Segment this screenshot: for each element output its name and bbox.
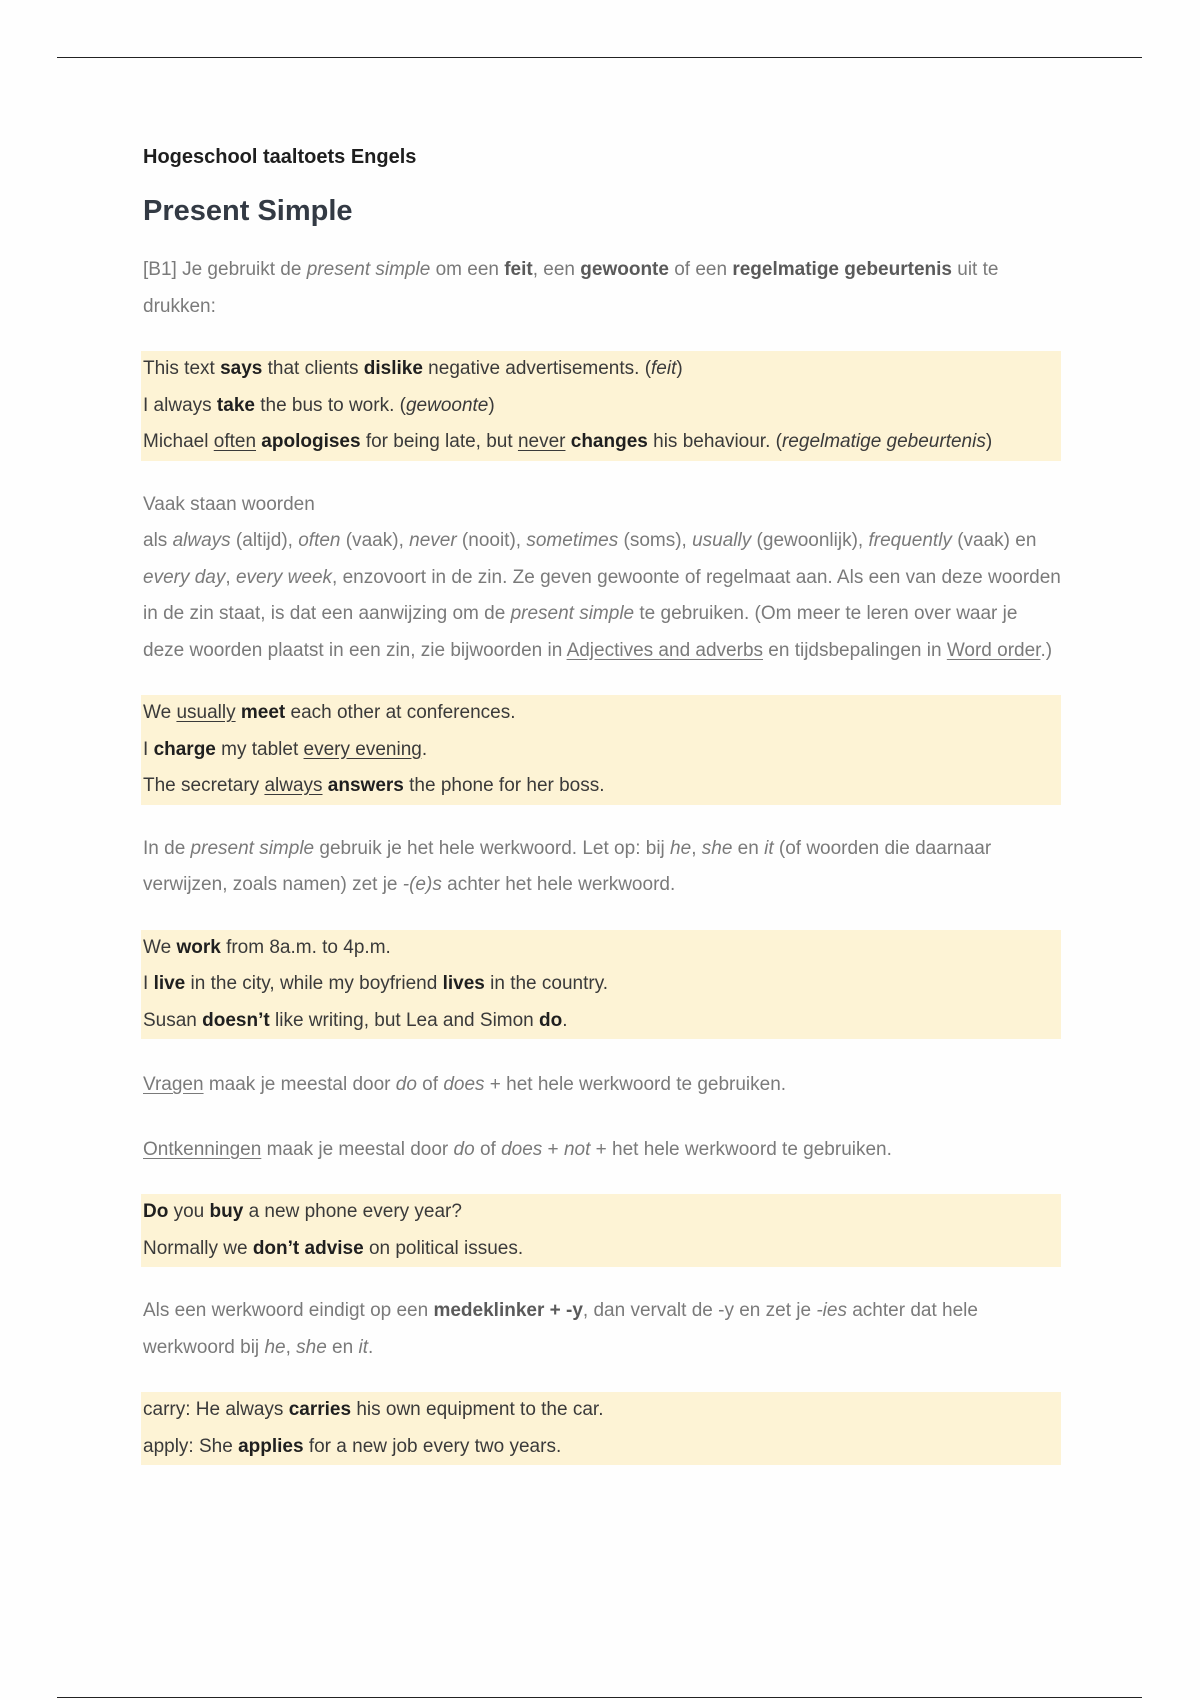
text: charge — [153, 738, 216, 760]
text: frequently — [868, 530, 952, 551]
text: om een — [430, 259, 505, 280]
text: carries — [288, 1399, 352, 1420]
text: do — [395, 1074, 417, 1095]
text: maak je meestal door — [261, 1138, 454, 1160]
text: often — [298, 530, 341, 551]
text: says — [220, 358, 263, 379]
adjectives-adverbs-link[interactable]: Adjectives and adverbs — [566, 639, 764, 661]
text: negative advertisements. ( — [422, 358, 652, 379]
text: the phone for her boss. — [403, 775, 605, 796]
text: she — [296, 1336, 327, 1358]
example-box-5 — [141, 1392, 1061, 1465]
text: buy — [209, 1201, 244, 1222]
text: . — [562, 1009, 568, 1031]
text: don’t advise — [252, 1237, 364, 1259]
text: . — [367, 1336, 374, 1358]
example-line — [141, 424, 1061, 461]
example-line — [141, 695, 1061, 732]
example-line — [141, 351, 1061, 388]
text: lives — [442, 973, 485, 994]
text: feit — [651, 358, 677, 379]
example-box-1 — [141, 351, 1061, 461]
text: We — [143, 936, 177, 958]
intro-paragraph — [143, 252, 1061, 325]
text: every week — [235, 566, 333, 588]
text: Susan — [143, 1009, 203, 1031]
text: ) — [676, 358, 683, 379]
text: of een — [668, 259, 733, 280]
text: te gebruiken. (Om meer te leren over waar je deze woorden plaatst in een zin, zie bijwoorden in — [143, 603, 1018, 661]
text: work — [176, 936, 221, 958]
text: gebruik je het hele werkwoord. Let op: bij — [314, 837, 671, 859]
text: his behaviour. ( — [647, 431, 782, 452]
text: , — [225, 566, 236, 588]
text: not — [563, 1138, 591, 1160]
adverbs-heading-line: Vaak staan woorden — [143, 493, 315, 515]
text: Je gebruikt de — [176, 259, 307, 280]
text: -(e)s — [402, 874, 442, 895]
text: ) — [985, 431, 993, 452]
text: medeklinker + -y — [433, 1300, 583, 1321]
text: in the city, while my boyfriend — [185, 973, 443, 994]
text: In de — [143, 837, 191, 859]
text: achter het hele werkwoord. — [441, 874, 676, 895]
text: do — [453, 1138, 475, 1160]
text: every day — [143, 566, 226, 588]
text: . — [421, 738, 428, 760]
text: , — [285, 1336, 297, 1358]
text: en tijdsbepalingen in — [763, 639, 947, 661]
text: regelmatige gebeurtenis — [781, 431, 986, 452]
text: a new phone every year? — [243, 1201, 462, 1222]
text: always — [172, 530, 231, 551]
text: en — [326, 1336, 359, 1358]
text: This text — [143, 358, 221, 379]
text: maak je meestal door — [203, 1074, 396, 1095]
text: for being late, but — [360, 431, 518, 452]
text: present simple — [190, 837, 315, 859]
text: you — [168, 1201, 210, 1222]
text: en — [732, 837, 765, 859]
text: do — [539, 1009, 563, 1031]
text: for a new job every two years. — [303, 1435, 562, 1457]
text: take — [216, 394, 255, 416]
example-line — [141, 966, 1061, 1003]
text: , een — [532, 259, 581, 280]
text: (altijd), — [230, 530, 299, 551]
text: in the country. — [484, 973, 609, 994]
example-line — [141, 768, 1061, 805]
text: answers — [327, 775, 404, 796]
text: his own equipment to the car. — [351, 1399, 604, 1420]
text: does — [501, 1138, 543, 1160]
text: he — [264, 1336, 286, 1358]
text: often — [213, 431, 257, 452]
example-line — [141, 1392, 1061, 1429]
example-line — [141, 1194, 1061, 1231]
example-box-4 — [141, 1194, 1061, 1267]
document-body — [143, 144, 1061, 1465]
text: Normally we — [143, 1237, 253, 1259]
text: Michael — [143, 431, 214, 452]
text: .) — [1040, 639, 1053, 661]
text: apply: She — [143, 1435, 239, 1457]
conjugation-paragraph — [143, 831, 1061, 904]
text: feit — [504, 259, 533, 280]
text: does — [443, 1074, 485, 1095]
bottom-rule — [57, 1697, 1142, 1698]
text: ) — [488, 394, 495, 416]
text: meet — [240, 702, 286, 723]
text: , — [691, 837, 702, 859]
word-order-link[interactable]: Word order — [946, 639, 1041, 661]
text: I — [143, 738, 154, 760]
text: never — [409, 530, 457, 551]
example-box-3 — [141, 930, 1061, 1040]
text: present simple — [510, 603, 635, 624]
text: my tablet — [215, 738, 304, 760]
text: dislike — [363, 358, 423, 379]
text: never — [517, 431, 566, 452]
text: als — [143, 530, 173, 551]
text: achter dat hele werkwoord bij — [143, 1300, 978, 1358]
text: (vaak), — [340, 530, 410, 551]
text: changes — [570, 431, 648, 452]
text: sometimes — [526, 530, 619, 551]
text: gewoonte — [580, 259, 669, 280]
text: every evening — [303, 738, 422, 760]
spelling-paragraph — [143, 1293, 1061, 1366]
example-line — [141, 1429, 1061, 1466]
example-line — [141, 732, 1061, 769]
example-line — [141, 1231, 1061, 1268]
questions-link[interactable]: Vragen — [143, 1074, 204, 1095]
text: I — [143, 973, 154, 994]
text: + — [542, 1138, 564, 1160]
text: of — [474, 1138, 502, 1160]
text: (of woorden die daarnaar verwijzen, zoals namen) zet je — [143, 837, 992, 895]
text: on political issues. — [363, 1237, 524, 1259]
negations-link[interactable]: Ontkenningen — [143, 1138, 262, 1160]
text: applies — [238, 1435, 304, 1457]
text: it — [358, 1336, 368, 1358]
text: carry: He always — [143, 1399, 289, 1420]
text: gewoonte — [405, 394, 489, 416]
text: that clients — [262, 358, 364, 379]
text: of — [416, 1074, 444, 1095]
text: Als een werkwoord eindigt op een — [143, 1300, 434, 1321]
text: , dan vervalt de -y en zet je — [582, 1300, 817, 1321]
text: doesn’t — [202, 1009, 270, 1031]
text: (gewoonlijk), — [751, 530, 869, 551]
page-title: Present Simple — [143, 195, 353, 227]
example-line — [141, 388, 1061, 425]
document-label: Hogeschool taaltoets Engels — [143, 146, 417, 168]
example-line — [141, 930, 1061, 967]
questions-paragraph — [143, 1067, 1061, 1104]
text: usually — [692, 530, 752, 551]
text: apologises — [261, 431, 361, 452]
text: Do — [143, 1201, 169, 1222]
example-box-2 — [141, 695, 1061, 805]
text: regelmatige gebeurtenis — [732, 259, 952, 280]
text: (soms), — [618, 530, 693, 551]
text: like writing, but Lea and Simon — [269, 1009, 540, 1031]
text: (nooit), — [456, 530, 527, 551]
example-line — [141, 1003, 1061, 1040]
text: , enzovoort in de zin. Ze geven gewoonte of regelmaat aan. Als een van deze woorden in de zin staat, is dat een aanwijzing om de — [143, 566, 1061, 624]
text: from 8a.m. to 4p.m. — [220, 936, 391, 958]
text: I always — [143, 394, 217, 416]
text: he — [670, 837, 692, 859]
text: present simple — [306, 259, 431, 280]
text: each other at conferences. — [285, 702, 516, 723]
top-rule — [57, 57, 1142, 58]
adverbs-paragraph — [143, 523, 1061, 669]
text: We — [143, 702, 177, 723]
text: The secretary — [143, 775, 265, 796]
text: she — [701, 837, 733, 859]
text: always — [264, 775, 323, 796]
text: (vaak) en — [951, 530, 1037, 551]
text: usually — [176, 702, 236, 723]
text: it — [764, 837, 774, 859]
text: the bus to work. ( — [254, 394, 406, 416]
level-tag: [B1] — [143, 259, 177, 280]
text: live — [153, 973, 186, 994]
text: + het hele werkwoord te gebruiken. — [590, 1138, 892, 1160]
negations-paragraph — [143, 1132, 1061, 1169]
text: + het hele werkwoord te gebruiken. — [484, 1074, 787, 1095]
text: uit te drukken: — [143, 259, 999, 317]
text: -ies — [816, 1300, 847, 1321]
